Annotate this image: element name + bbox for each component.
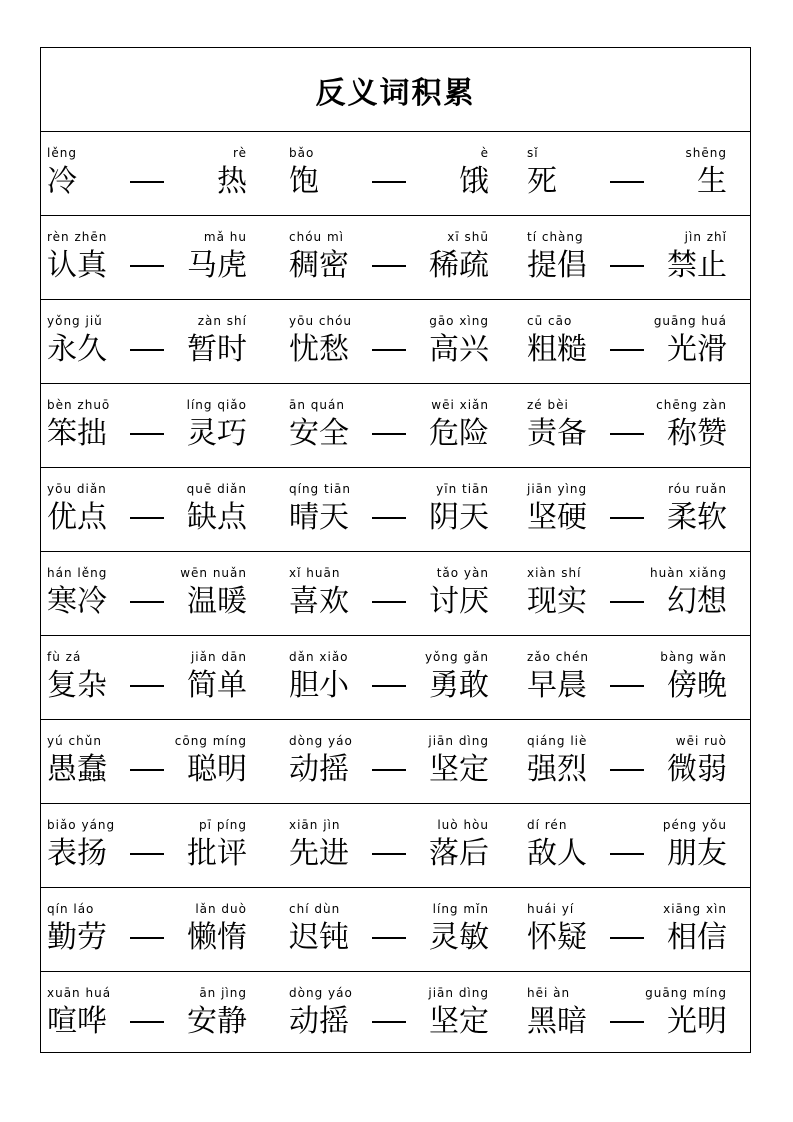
- pinyin-line: [527, 818, 727, 834]
- pinyin-right: shēng: [685, 146, 727, 160]
- dash-separator: [130, 349, 164, 351]
- antonym-pair: [47, 216, 247, 299]
- hanzi-line: [527, 246, 727, 286]
- antonym-pair: [47, 720, 247, 803]
- pinyin-left: xuān huá: [47, 986, 112, 1000]
- dash-separator: [130, 685, 164, 687]
- word-left: 饱: [289, 164, 319, 199]
- hanzi-line: [527, 834, 727, 874]
- word-right: 光明: [667, 1004, 727, 1039]
- pinyin-right: tǎo yàn: [436, 566, 489, 580]
- pinyin-line: [289, 734, 489, 750]
- word-left: 笨拙: [47, 416, 107, 451]
- dash-separator: [372, 853, 406, 855]
- word-right: 暂时: [187, 332, 247, 367]
- word-right: 安静: [187, 1004, 247, 1039]
- pinyin-line: [47, 398, 247, 414]
- word-right: 禁止: [667, 248, 727, 283]
- hanzi-line: [289, 666, 489, 706]
- hanzi-line: [527, 330, 727, 370]
- dash-separator: [130, 853, 164, 855]
- hanzi-line: [47, 666, 247, 706]
- pinyin-right: zàn shí: [197, 314, 247, 328]
- pinyin-line: [289, 818, 489, 834]
- antonym-pair: [527, 468, 727, 551]
- antonym-pair: [289, 300, 489, 383]
- dash-separator: [610, 937, 644, 939]
- word-left: 喜欢: [289, 584, 349, 619]
- dash-separator: [610, 349, 644, 351]
- pinyin-right: yīn tiān: [436, 482, 489, 496]
- pinyin-right: xī shū: [447, 230, 489, 244]
- table-row: [41, 216, 750, 300]
- dash-separator: [372, 685, 406, 687]
- antonym-pair: [527, 132, 727, 215]
- pinyin-left: yú chǔn: [47, 734, 102, 748]
- word-right: 幻想: [667, 584, 727, 619]
- pinyin-right: guāng míng: [645, 986, 727, 1000]
- word-right: 坚定: [429, 1004, 489, 1039]
- pinyin-right: wēn nuǎn: [180, 566, 247, 580]
- antonym-table: [41, 132, 750, 1054]
- pinyin-line: [47, 566, 247, 582]
- dash-separator: [130, 601, 164, 603]
- pinyin-line: [527, 314, 727, 330]
- pinyin-line: [289, 482, 489, 498]
- dash-separator: [610, 265, 644, 267]
- dash-separator: [130, 181, 164, 183]
- word-right: 灵敏: [429, 920, 489, 955]
- word-right: 危险: [429, 416, 489, 451]
- pinyin-right: jìn zhǐ: [684, 230, 727, 244]
- pinyin-line: [289, 398, 489, 414]
- dash-separator: [372, 433, 406, 435]
- pinyin-right: yǒng gǎn: [424, 650, 489, 664]
- antonym-pair: [47, 468, 247, 551]
- dash-separator: [372, 1021, 406, 1023]
- dash-separator: [130, 769, 164, 771]
- pinyin-line: [289, 650, 489, 666]
- word-right: 阴天: [429, 500, 489, 535]
- pinyin-right: róu ruǎn: [668, 482, 727, 496]
- pinyin-right: wēi ruò: [675, 734, 727, 748]
- pinyin-right: quē diǎn: [186, 482, 247, 496]
- hanzi-line: [289, 750, 489, 790]
- hanzi-line: [527, 162, 727, 202]
- dash-separator: [372, 937, 406, 939]
- word-left: 坚硬: [527, 500, 587, 535]
- antonym-pair: [527, 804, 727, 887]
- table-row: [41, 468, 750, 552]
- table-row: [41, 888, 750, 972]
- pinyin-left: cū cāo: [527, 314, 573, 328]
- word-right: 稀疏: [429, 248, 489, 283]
- word-right: 饿: [459, 164, 489, 199]
- pinyin-right: rè: [232, 146, 247, 160]
- pinyin-line: [527, 146, 727, 162]
- pinyin-line: [289, 566, 489, 582]
- pinyin-left: qíng tiān: [289, 482, 351, 496]
- word-left: 先进: [289, 836, 349, 871]
- word-right: 马虎: [187, 248, 247, 283]
- antonym-pair: [289, 720, 489, 803]
- antonym-pair: [289, 804, 489, 887]
- pinyin-line: [47, 986, 247, 1002]
- dash-separator: [130, 265, 164, 267]
- word-left: 寒冷: [47, 584, 107, 619]
- dash-separator: [130, 1021, 164, 1023]
- word-right: 批评: [187, 836, 247, 871]
- dash-separator: [610, 685, 644, 687]
- dash-separator: [372, 517, 406, 519]
- pinyin-left: hán lěng: [47, 566, 108, 580]
- pinyin-right: è: [480, 146, 489, 160]
- hanzi-line: [47, 1002, 247, 1042]
- antonym-pair: [47, 300, 247, 383]
- hanzi-line: [527, 918, 727, 958]
- antonym-pair: [527, 636, 727, 719]
- dash-separator: [372, 265, 406, 267]
- title-row: [41, 48, 750, 132]
- word-left: 现实: [527, 584, 587, 619]
- antonym-pair: [527, 384, 727, 467]
- pinyin-line: [527, 230, 727, 246]
- table-row: [41, 552, 750, 636]
- pinyin-right: jiǎn dān: [190, 650, 247, 664]
- pinyin-left: yōu diǎn: [47, 482, 107, 496]
- table-row: [41, 300, 750, 384]
- dash-separator: [372, 601, 406, 603]
- hanzi-line: [47, 498, 247, 538]
- hanzi-line: [47, 330, 247, 370]
- pinyin-left: xǐ huān: [289, 566, 341, 580]
- pinyin-right: jiān dìng: [428, 734, 489, 748]
- antonym-pair: [527, 552, 727, 635]
- antonym-pair: [527, 216, 727, 299]
- word-right: 高兴: [429, 332, 489, 367]
- pinyin-left: dǎn xiǎo: [289, 650, 349, 664]
- pinyin-right: guāng huá: [653, 314, 727, 328]
- hanzi-line: [289, 330, 489, 370]
- word-left: 早晨: [527, 668, 587, 703]
- antonym-pair: [527, 300, 727, 383]
- pinyin-left: fù zá: [47, 650, 82, 664]
- dash-separator: [610, 433, 644, 435]
- pinyin-left: tí chàng: [527, 230, 584, 244]
- word-right: 生: [697, 164, 727, 199]
- dash-separator: [372, 769, 406, 771]
- word-right: 傍晚: [667, 668, 727, 703]
- word-right: 热: [217, 164, 247, 199]
- word-left: 粗糙: [527, 332, 587, 367]
- pinyin-line: [289, 314, 489, 330]
- pinyin-left: xiàn shí: [527, 566, 582, 580]
- pinyin-left: bèn zhuō: [47, 398, 111, 412]
- antonym-pair: [289, 132, 489, 215]
- hanzi-line: [527, 1002, 727, 1042]
- hanzi-line: [289, 414, 489, 454]
- word-right: 坚定: [429, 752, 489, 787]
- dash-separator: [130, 433, 164, 435]
- word-left: 提倡: [527, 248, 587, 283]
- pinyin-right: wēi xiǎn: [431, 398, 489, 412]
- pinyin-left: xiān jìn: [289, 818, 341, 832]
- antonym-pair: [47, 384, 247, 467]
- pinyin-right: jiān dìng: [428, 986, 489, 1000]
- dash-separator: [610, 517, 644, 519]
- antonym-pair: [47, 132, 247, 215]
- word-right: 相信: [667, 920, 727, 955]
- word-left: 优点: [47, 500, 107, 535]
- hanzi-line: [47, 414, 247, 454]
- pinyin-line: [289, 146, 489, 162]
- hanzi-line: [289, 582, 489, 622]
- dash-separator: [130, 937, 164, 939]
- dash-separator: [610, 853, 644, 855]
- hanzi-line: [527, 414, 727, 454]
- pinyin-right: cōng míng: [174, 734, 247, 748]
- pinyin-left: chí dùn: [289, 902, 341, 916]
- hanzi-line: [47, 246, 247, 286]
- word-right: 简单: [187, 668, 247, 703]
- word-left: 愚蠢: [47, 752, 107, 787]
- table-row: [41, 636, 750, 720]
- word-right: 缺点: [187, 500, 247, 535]
- antonym-pair: [527, 888, 727, 971]
- word-left: 忧愁: [289, 332, 349, 367]
- hanzi-line: [47, 582, 247, 622]
- antonym-pair: [289, 384, 489, 467]
- pinyin-left: lěng: [47, 146, 77, 160]
- word-left: 永久: [47, 332, 107, 367]
- antonym-pair: [47, 888, 247, 971]
- page-title: 反义词积累: [315, 75, 476, 111]
- word-right: 朋友: [667, 836, 727, 871]
- table-row: [41, 132, 750, 216]
- pinyin-line: [47, 146, 247, 162]
- pinyin-line: [47, 314, 247, 330]
- antonym-pair: [289, 972, 489, 1054]
- pinyin-line: [289, 902, 489, 918]
- pinyin-line: [527, 986, 727, 1002]
- pinyin-right: pī píng: [199, 818, 247, 832]
- word-left: 胆小: [289, 668, 349, 703]
- pinyin-left: zǎo chén: [527, 650, 589, 664]
- pinyin-right: gāo xìng: [429, 314, 489, 328]
- dash-separator: [610, 181, 644, 183]
- antonym-pair: [47, 552, 247, 635]
- word-left: 死: [527, 164, 557, 199]
- pinyin-line: [527, 734, 727, 750]
- word-left: 迟钝: [289, 920, 349, 955]
- pinyin-line: [527, 482, 727, 498]
- pinyin-right: mǎ hu: [203, 230, 247, 244]
- pinyin-left: huái yí: [527, 902, 575, 916]
- word-right: 微弱: [667, 752, 727, 787]
- antonym-pair: [527, 972, 727, 1054]
- antonym-pair: [527, 720, 727, 803]
- dash-separator: [130, 517, 164, 519]
- table-row: [41, 384, 750, 468]
- word-right: 讨厌: [429, 584, 489, 619]
- word-right: 勇敢: [429, 668, 489, 703]
- word-left: 冷: [47, 164, 77, 199]
- pinyin-left: bǎo: [289, 146, 315, 160]
- antonym-pair: [289, 888, 489, 971]
- dash-separator: [610, 601, 644, 603]
- word-left: 怀疑: [527, 920, 587, 955]
- pinyin-line: [527, 566, 727, 582]
- dash-separator: [610, 769, 644, 771]
- word-right: 灵巧: [187, 416, 247, 451]
- antonym-pair: [47, 804, 247, 887]
- pinyin-line: [289, 230, 489, 246]
- pinyin-left: qiáng liè: [527, 734, 588, 748]
- pinyin-right: huàn xiǎng: [650, 566, 727, 580]
- pinyin-left: qín láo: [47, 902, 95, 916]
- pinyin-left: hēi àn: [527, 986, 571, 1000]
- pinyin-line: [527, 902, 727, 918]
- word-left: 强烈: [527, 752, 587, 787]
- word-left: 敌人: [527, 836, 587, 871]
- pinyin-left: yǒng jiǔ: [47, 314, 103, 328]
- pinyin-right: xiāng xìn: [663, 902, 727, 916]
- pinyin-left: chóu mì: [289, 230, 344, 244]
- pinyin-left: ān quán: [289, 398, 345, 412]
- pinyin-line: [47, 230, 247, 246]
- dash-separator: [372, 181, 406, 183]
- pinyin-left: dòng yáo: [289, 734, 353, 748]
- word-right: 温暖: [187, 584, 247, 619]
- hanzi-line: [289, 918, 489, 958]
- word-left: 认真: [47, 248, 107, 283]
- pinyin-right: péng yǒu: [662, 818, 727, 832]
- pinyin-left: jiān yìng: [527, 482, 588, 496]
- word-right: 懒惰: [187, 920, 247, 955]
- antonym-pair: [47, 972, 247, 1054]
- pinyin-left: dí rén: [527, 818, 568, 832]
- antonym-pair: [289, 216, 489, 299]
- pinyin-left: biǎo yáng: [47, 818, 116, 832]
- table-row: [41, 972, 750, 1054]
- pinyin-right: luò hòu: [437, 818, 489, 832]
- pinyin-left: zé bèi: [527, 398, 569, 412]
- pinyin-right: bàng wǎn: [660, 650, 727, 664]
- word-right: 聪明: [187, 752, 247, 787]
- word-left: 黑暗: [527, 1004, 587, 1039]
- antonym-pair: [47, 636, 247, 719]
- table-row: [41, 720, 750, 804]
- hanzi-line: [47, 162, 247, 202]
- word-left: 表扬: [47, 836, 107, 871]
- word-left: 勤劳: [47, 920, 107, 955]
- pinyin-line: [47, 482, 247, 498]
- pinyin-line: [47, 902, 247, 918]
- hanzi-line: [289, 162, 489, 202]
- word-right: 柔软: [667, 500, 727, 535]
- hanzi-line: [289, 246, 489, 286]
- pinyin-left: rèn zhēn: [47, 230, 108, 244]
- dash-separator: [372, 349, 406, 351]
- hanzi-line: [527, 750, 727, 790]
- antonym-pair: [289, 636, 489, 719]
- pinyin-right: líng qiǎo: [186, 398, 247, 412]
- word-left: 安全: [289, 416, 349, 451]
- pinyin-right: lǎn duò: [195, 902, 247, 916]
- antonym-pair: [289, 468, 489, 551]
- hanzi-line: [47, 834, 247, 874]
- word-right: 落后: [429, 836, 489, 871]
- pinyin-left: sǐ: [527, 146, 539, 160]
- hanzi-line: [289, 1002, 489, 1042]
- word-left: 稠密: [289, 248, 349, 283]
- hanzi-line: [527, 498, 727, 538]
- pinyin-left: dòng yáo: [289, 986, 353, 1000]
- pinyin-right: líng mǐn: [432, 902, 489, 916]
- word-left: 动摇: [289, 752, 349, 787]
- hanzi-line: [527, 582, 727, 622]
- word-left: 动摇: [289, 1004, 349, 1039]
- word-left: 喧哗: [47, 1004, 107, 1039]
- hanzi-line: [47, 750, 247, 790]
- pinyin-line: [527, 398, 727, 414]
- pinyin-left: yōu chóu: [289, 314, 353, 328]
- pinyin-line: [47, 650, 247, 666]
- pinyin-line: [47, 818, 247, 834]
- word-right: 称赞: [667, 416, 727, 451]
- word-left: 责备: [527, 416, 587, 451]
- hanzi-line: [289, 834, 489, 874]
- table-row: [41, 804, 750, 888]
- worksheet: [40, 47, 751, 1053]
- dash-separator: [610, 1021, 644, 1023]
- hanzi-line: [527, 666, 727, 706]
- pinyin-line: [47, 734, 247, 750]
- hanzi-line: [289, 498, 489, 538]
- hanzi-line: [47, 918, 247, 958]
- word-left: 晴天: [289, 500, 349, 535]
- pinyin-line: [527, 650, 727, 666]
- pinyin-right: ān jìng: [199, 986, 247, 1000]
- word-right: 光滑: [667, 332, 727, 367]
- antonym-pair: [289, 552, 489, 635]
- word-left: 复杂: [47, 668, 107, 703]
- pinyin-right: chēng zàn: [656, 398, 727, 412]
- pinyin-line: [289, 986, 489, 1002]
